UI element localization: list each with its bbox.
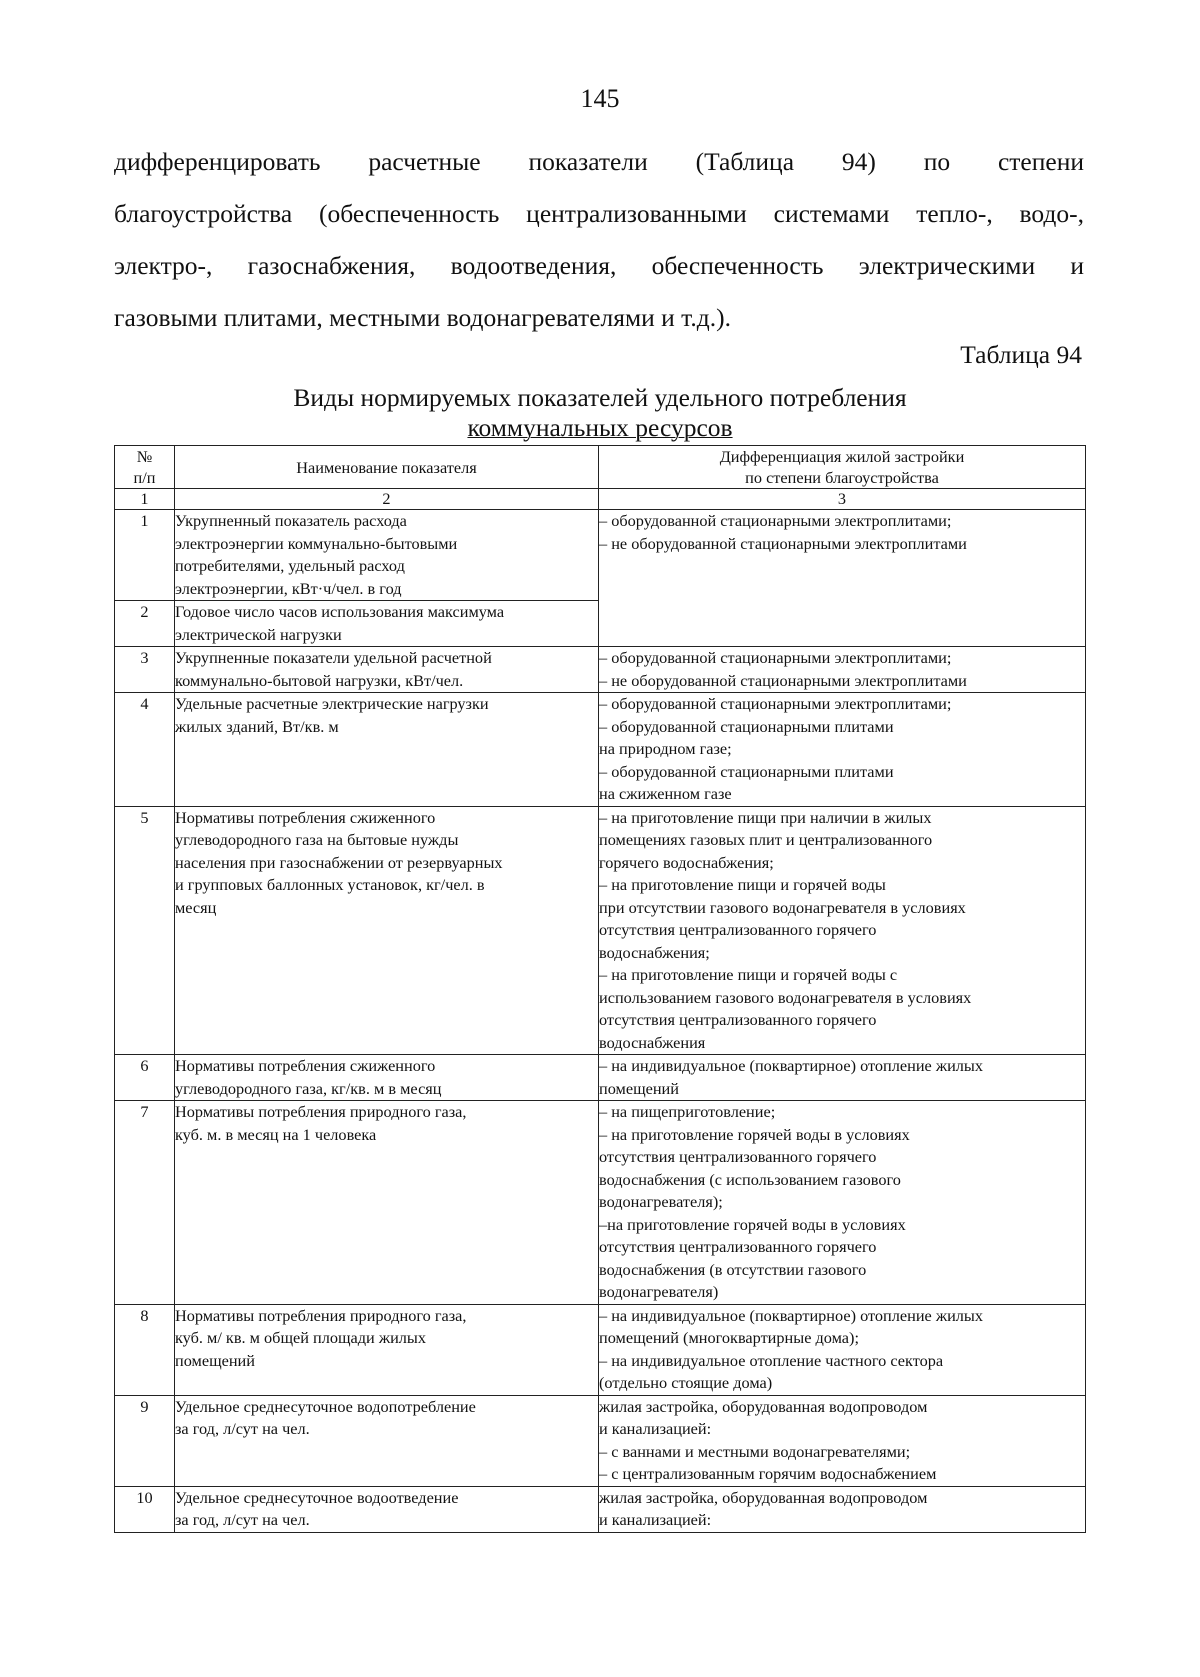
cell-line: – на приготовление пищи при наличии в жилых [599, 807, 932, 827]
cell-line: Удельные расчетные электрические нагрузки [175, 694, 489, 713]
column-number: 3 [599, 489, 1086, 510]
table-title-line: Виды нормируемых показателей удельного потребления [293, 383, 907, 412]
cell-line: жилая застройка, оборудованная водопроводом [599, 1487, 928, 1507]
cell-line: –на приготовление горячей воды в условиях [599, 1214, 906, 1234]
differentiation [599, 693, 1086, 807]
cell-line: на сжиженном газе [599, 784, 732, 803]
differentiation [599, 1486, 1086, 1532]
table-row [115, 510, 1086, 601]
indicators-table [114, 445, 1086, 1533]
column-number: 1 [115, 489, 175, 510]
cell-line: отсутствия централизованного горячего [599, 920, 877, 939]
table-row [115, 1486, 1086, 1532]
cell-line: – оборудованной стационарными плитами [599, 716, 894, 736]
cell-line: горячего водоснабжения; [599, 852, 774, 872]
table-row [115, 1055, 1086, 1101]
cell-line: – оборудованной стационарными электроплитами; [599, 648, 952, 667]
table-row [115, 1395, 1086, 1486]
cell-line: использованием газового водонагревателя в условиях [599, 987, 972, 1007]
table-title-line: коммунальных ресурсов [467, 413, 733, 442]
cell-line: п/п [133, 468, 156, 487]
indicator-name [175, 1486, 599, 1532]
cell-line: – на индивидуальное (поквартирное) отопление жилых [599, 1305, 983, 1325]
paragraph-line: благоустройства (обеспеченность централизованными системами тепло-, водо-, [114, 199, 1084, 228]
cell-line: Укрупненный показатель расхода [175, 511, 407, 530]
indicator-name [175, 1395, 599, 1486]
indicator-name [175, 1055, 599, 1101]
cell-line: отсутствия централизованного горячего [599, 1147, 877, 1166]
cell-line: коммунально-бытовой нагрузки, кВт/чел. [175, 670, 464, 690]
cell-line: – на индивидуальное отопление частного сектора [599, 1350, 944, 1370]
table-row [115, 647, 1086, 693]
cell-line: – на приготовление горячей воды в условиях [599, 1124, 910, 1144]
cell-line: и групповых баллонных установок, кг/чел. в [175, 875, 485, 894]
indicator-name [175, 693, 599, 807]
intro-paragraph [114, 136, 1084, 344]
header-diff [599, 446, 1086, 489]
cell-line: отсутствия централизованного горячего [599, 1237, 877, 1256]
cell-line: за год, л/сут на чел. [175, 1510, 310, 1529]
page-number: 145 [580, 84, 620, 113]
cell-line: Нормативы потребления природного газа, [175, 1305, 467, 1325]
cell-line: жилых зданий, Вт/кв. м [175, 716, 339, 736]
cell-line: водоснабжения (с использованием газового [599, 1169, 901, 1189]
indicator-name [175, 1101, 599, 1305]
header-num [115, 446, 175, 489]
row-number: 1 [115, 510, 175, 601]
indicator-name [175, 1304, 599, 1395]
cell-line: электрической нагрузки [175, 624, 342, 644]
indicator-name [175, 601, 599, 647]
cell-line: – на пищеприготовление; [599, 1102, 776, 1121]
cell-line: помещений [175, 1350, 255, 1370]
table-title [0, 383, 1200, 443]
table-row [115, 693, 1086, 807]
cell-line: куб. м. в месяц на 1 человека [175, 1124, 377, 1144]
cell-line: – на приготовление пищи и горячей воды с [599, 965, 898, 984]
row-number: 8 [115, 1304, 175, 1395]
cell-line: при отсутствии газового водонагревателя в условиях [599, 897, 966, 917]
cell-line: за год, л/сут на чел. [175, 1419, 310, 1438]
table-header-row [115, 446, 1086, 489]
cell-line: Наименование показателя [296, 457, 477, 477]
table-row [115, 1304, 1086, 1395]
cell-line: Удельное среднесуточное водоотведение [175, 1487, 459, 1507]
indicator-name [175, 806, 599, 1055]
cell-line: (отдельно стоящие дома) [599, 1373, 773, 1392]
cell-line: потребителями, удельный расход [175, 556, 405, 575]
cell-line: водонагревателя) [599, 1282, 719, 1301]
cell-line: – с ваннами и местными водонагревателями; [599, 1441, 911, 1461]
cell-line: – оборудованной стационарными плитами [599, 761, 894, 781]
cell-line: водоснабжения [599, 1032, 706, 1052]
cell-line: водоснабжения (в отсутствии газового [599, 1259, 867, 1279]
row-number: 2 [115, 601, 175, 647]
row-number: 4 [115, 693, 175, 807]
cell-line: – на приготовление пищи и горячей воды [599, 875, 886, 894]
differentiation [599, 1055, 1086, 1101]
cell-line: – не оборудованной стационарными электроплитами [599, 670, 967, 690]
differentiation [599, 806, 1086, 1055]
row-number: 5 [115, 806, 175, 1055]
table-label: Таблица 94 [960, 340, 1082, 369]
table-row [115, 1101, 1086, 1305]
row-number: 10 [115, 1486, 175, 1532]
cell-line: водоснабжения; [599, 942, 710, 962]
cell-line: электроэнергии коммунально-бытовыми [175, 533, 458, 553]
table-row [115, 806, 1086, 1055]
cell-line: углеводородного газа, кг/кв. м в месяц [175, 1078, 442, 1098]
cell-line: месяц [175, 897, 217, 917]
cell-line: Нормативы потребления сжиженного [175, 807, 436, 827]
cell-line: на природном газе; [599, 739, 732, 758]
cell-line: Годовое число часов использования максимума [175, 602, 505, 621]
header-name [175, 446, 599, 489]
differentiation [599, 1101, 1086, 1305]
row-number: 9 [115, 1395, 175, 1486]
cell-line: населения при газоснабжении от резервуарных [175, 852, 503, 872]
indicator-name [175, 647, 599, 693]
cell-line: Укрупненные показатели удельной расчетной [175, 648, 492, 667]
cell-line: по степени благоустройства [745, 468, 939, 487]
cell-line: Нормативы потребления природного газа, [175, 1102, 467, 1121]
differentiation [599, 510, 1086, 647]
cell-line: № [136, 447, 153, 466]
cell-line: Нормативы потребления сжиженного [175, 1056, 436, 1075]
row-number: 3 [115, 647, 175, 693]
differentiation [599, 1304, 1086, 1395]
row-number: 6 [115, 1055, 175, 1101]
cell-line: – на индивидуальное (поквартирное) отопление жилых [599, 1056, 983, 1075]
paragraph-line: электро-, газоснабжения, водоотведения, обеспеченность электрическими и [114, 251, 1084, 280]
cell-line: помещений [599, 1078, 679, 1098]
column-numbers-row [115, 489, 1086, 510]
cell-line: электроэнергии, кВт·ч/чел. в год [175, 578, 402, 598]
cell-line: и канализацией: [599, 1419, 712, 1438]
cell-line: – не оборудованной стационарными электроплитами [599, 533, 967, 553]
cell-line: отсутствия централизованного горячего [599, 1010, 877, 1029]
cell-line: куб. м/ кв. м общей площади жилых [175, 1328, 426, 1347]
cell-line: помещениях газовых плит и централизованного [599, 830, 933, 849]
paragraph-line: газовыми плитами, местными водонагревателями и т.д.). [114, 303, 731, 332]
cell-line: – оборудованной стационарными электроплитами; [599, 511, 952, 530]
cell-line: – с централизованным горячим водоснабжением [599, 1464, 937, 1483]
cell-line: и канализацией: [599, 1510, 712, 1529]
cell-line: Удельное среднесуточное водопотребление [175, 1396, 476, 1416]
cell-line: Дифференциация жилой застройки [719, 447, 965, 466]
indicator-name [175, 510, 599, 601]
column-number: 2 [175, 489, 599, 510]
row-number: 7 [115, 1101, 175, 1305]
paragraph-line: дифференцировать расчетные показатели (Таблица 94) по степени [114, 147, 1084, 176]
cell-line: помещений (многоквартирные дома); [599, 1328, 859, 1347]
cell-line: – оборудованной стационарными электроплитами; [599, 694, 952, 713]
cell-line: водонагревателя); [599, 1192, 723, 1211]
cell-line: углеводородного газа на бытовые нужды [175, 830, 459, 849]
differentiation [599, 647, 1086, 693]
differentiation [599, 1395, 1086, 1486]
cell-line: жилая застройка, оборудованная водопроводом [599, 1396, 928, 1416]
